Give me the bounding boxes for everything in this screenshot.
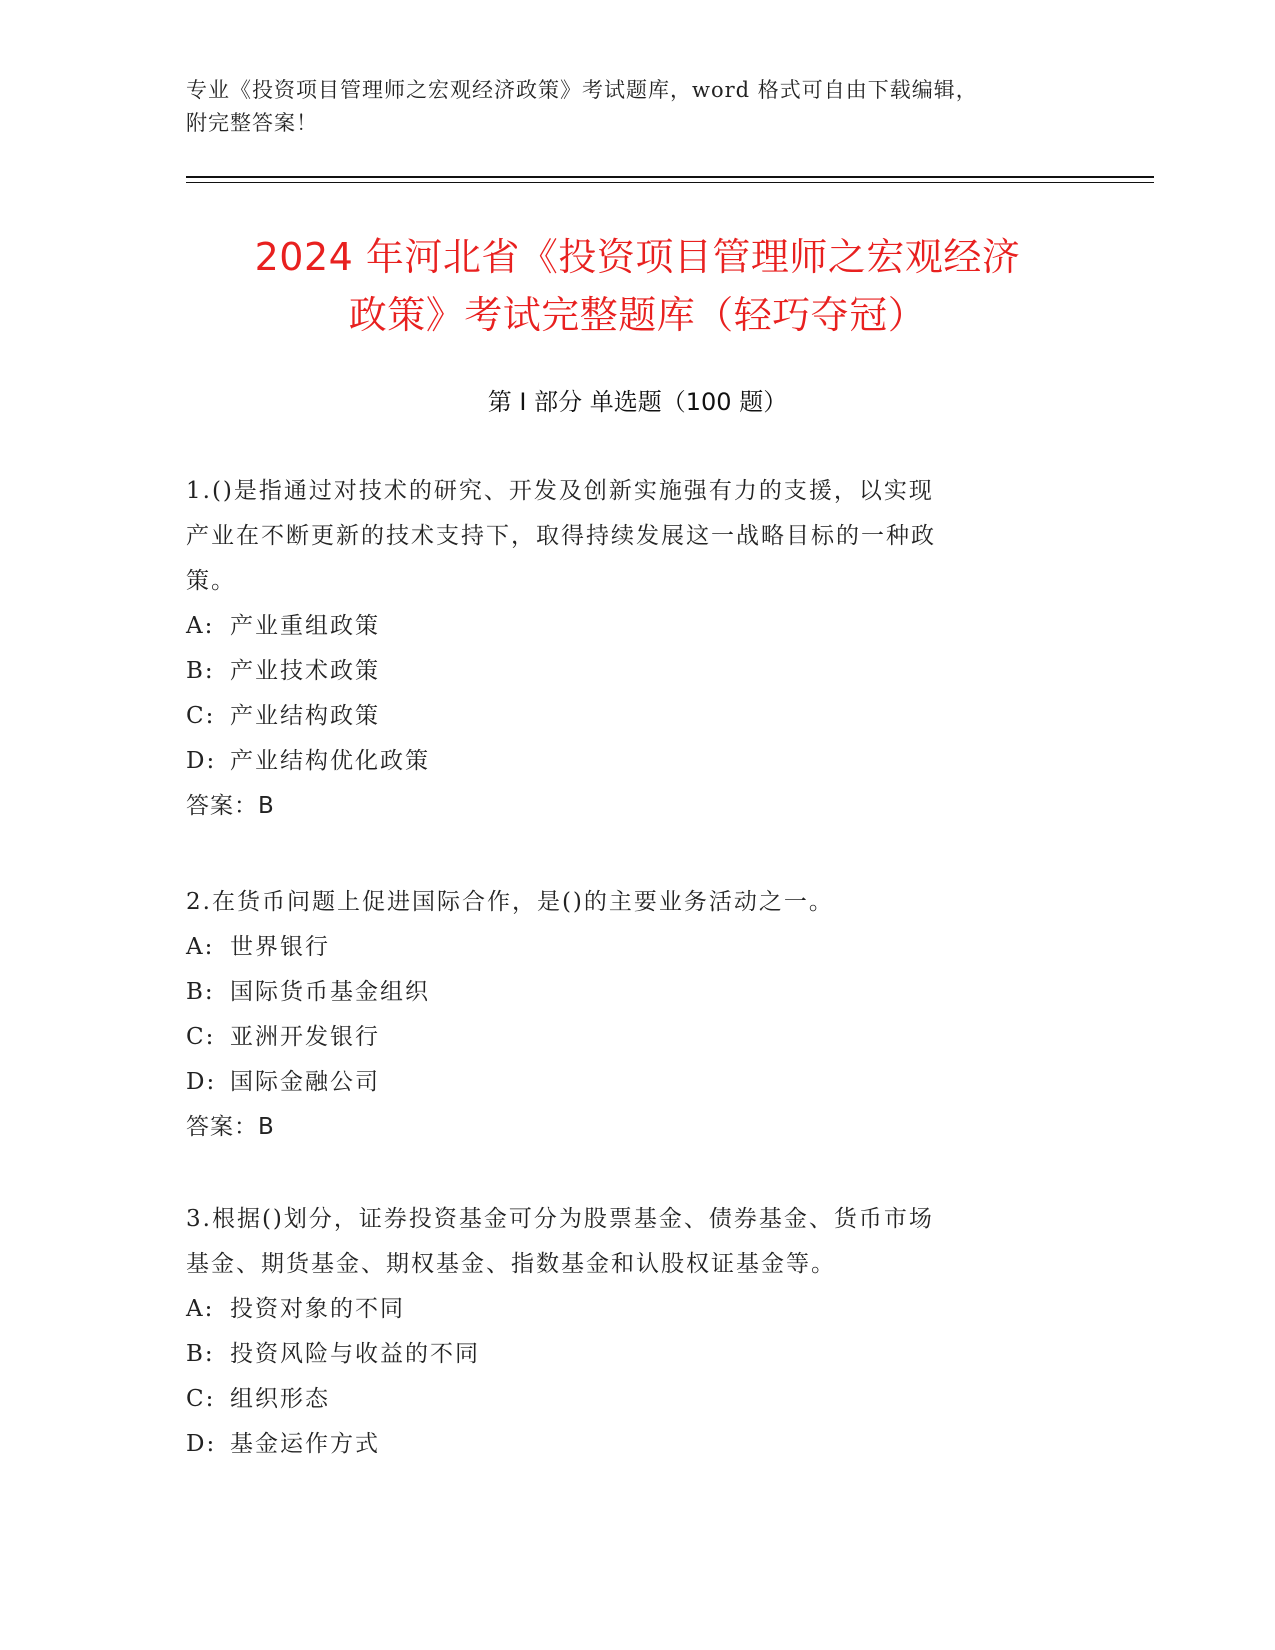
option-key: A:: [186, 1296, 215, 1322]
option-key: D:: [186, 1431, 217, 1457]
option-key: D:: [186, 748, 217, 774]
header-divider-thick: [186, 176, 1154, 178]
section-title: 第 I 部分 单选题（100 题）: [487, 388, 788, 416]
document-title-line: 2024 年河北省《投资项目管理师之宏观经济: [254, 235, 1021, 279]
question-option: [186, 694, 1066, 739]
option-text: 产业结构政策: [230, 703, 380, 729]
option-key: A:: [186, 934, 215, 960]
option-key: C:: [186, 1024, 216, 1050]
question-option: [186, 1422, 1066, 1467]
question-option: [186, 970, 1066, 1015]
question-item: [186, 469, 1066, 829]
option-key: B:: [186, 1341, 215, 1367]
question-option: [186, 604, 1066, 649]
question-option: [186, 649, 1066, 694]
document-title: [150, 228, 1125, 344]
option-text: 产业结构优化政策: [230, 748, 430, 774]
option-text: 亚洲开发银行: [230, 1024, 380, 1050]
document-title-line: 政策》考试完整题库（轻巧夺冠）: [348, 293, 927, 337]
question-answer: 答案：B: [186, 1114, 275, 1140]
question-option: [186, 1377, 1066, 1422]
question-option: [186, 1015, 1066, 1060]
option-key: D:: [186, 1069, 217, 1095]
option-text: 国际货币基金组织: [230, 979, 430, 1005]
question-stem-line: 基金、期货基金、期权基金、指数基金和认股权证基金等。: [186, 1251, 836, 1277]
question-option: [186, 1060, 1066, 1105]
option-text: 世界银行: [230, 934, 330, 960]
option-key: B:: [186, 658, 215, 684]
header-note: [186, 74, 1086, 140]
option-text: 产业重组政策: [230, 613, 380, 639]
question-option: [186, 1332, 1066, 1377]
question-option: [186, 1287, 1066, 1332]
question-stem-line: 2.在货币问题上促进国际合作，是()的主要业务活动之一。: [186, 889, 834, 915]
question-item: [186, 1197, 1066, 1467]
question-stem-line: 产业在不断更新的技术支持下，取得持续发展这一战略目标的一种政: [186, 523, 936, 549]
option-text: 投资风险与收益的不同: [230, 1341, 480, 1367]
header-note-line: 专业《投资项目管理师之宏观经济政策》考试题库，word 格式可自由下载编辑，: [186, 78, 978, 102]
option-key: C:: [186, 703, 216, 729]
option-key: A:: [186, 613, 215, 639]
option-key: B:: [186, 979, 215, 1005]
question-stem-line: 策。: [186, 568, 236, 594]
question-answer: 答案：B: [186, 793, 275, 819]
header-note-line: 附完整答案！: [186, 111, 318, 135]
option-text: 国际金融公司: [230, 1069, 380, 1095]
option-text: 投资对象的不同: [230, 1296, 405, 1322]
option-text: 组织形态: [230, 1386, 330, 1412]
option-key: C:: [186, 1386, 216, 1412]
question-option: [186, 925, 1066, 970]
question-item: [186, 880, 1066, 1150]
question-stem-line: 3.根据()划分，证券投资基金可分为股票基金、债券基金、货币市场: [186, 1206, 934, 1232]
option-text: 产业技术政策: [230, 658, 380, 684]
header-divider-thin: [186, 182, 1154, 183]
option-text: 基金运作方式: [230, 1431, 380, 1457]
question-option: [186, 739, 1066, 784]
question-stem-line: 1.()是指通过对技术的研究、开发及创新实施强有力的支援，以实现: [186, 478, 934, 504]
